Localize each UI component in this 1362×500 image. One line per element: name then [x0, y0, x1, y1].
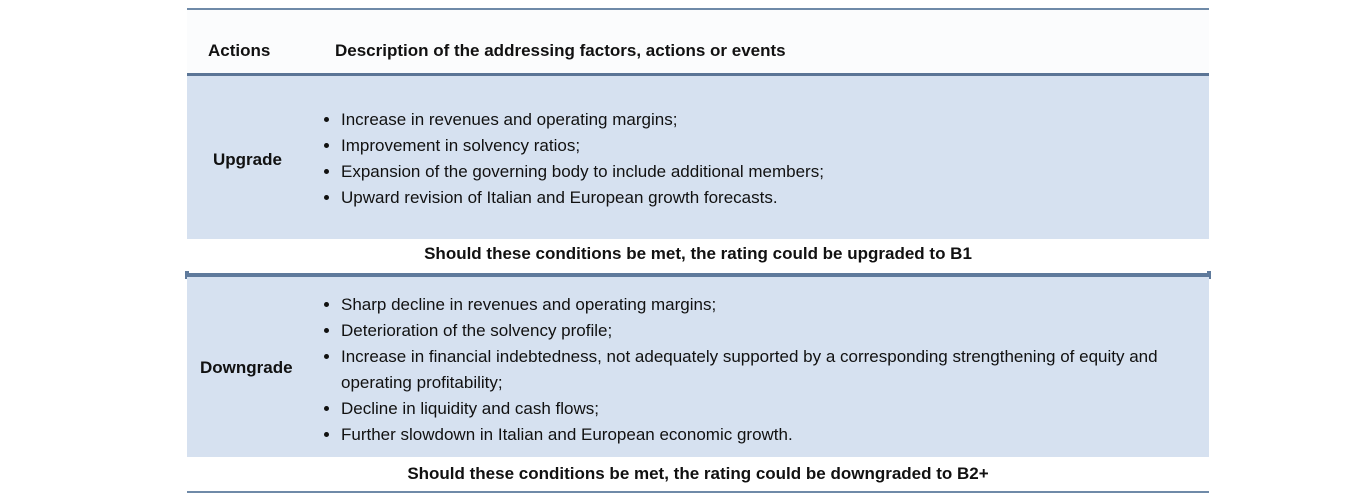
list-item: • Further slowdown in Italian and European economic growth. — [341, 422, 1161, 448]
header-description: Description of the addressing factors, actions or events — [335, 41, 786, 60]
upgrade-factors-list — [317, 107, 1161, 211]
list-item: • Increase in financial indebtedness, not adequately supported by a corresponding strengthening of equity and operating profitability; — [341, 344, 1161, 396]
list-item: • Deterioration of the solvency profile; — [341, 318, 1161, 344]
header-actions: Actions — [208, 41, 271, 60]
upgrade-label: Upgrade — [213, 150, 282, 169]
upgrade-conclusion: Should these conditions be met, the rating could be upgraded to B1 — [187, 239, 1209, 273]
downgrade-conclusion: Should these conditions be met, the rating could be downgraded to B2+ — [187, 457, 1209, 491]
bottom-rule — [187, 491, 1209, 493]
downgrade-row — [187, 277, 1209, 457]
list-item: • Decline in liquidity and cash flows; — [341, 396, 1161, 422]
rating-drivers-table — [187, 8, 1209, 493]
list-item: • Upward revision of Italian and European growth forecasts. — [341, 185, 1161, 211]
upgrade-row — [187, 76, 1209, 239]
list-item: • Sharp decline in revenues and operating margins; — [341, 292, 1161, 318]
list-item: • Improvement in solvency ratios; — [341, 133, 1161, 159]
list-item: • Increase in revenues and operating margins; — [341, 107, 1161, 133]
downgrade-label: Downgrade — [200, 358, 293, 377]
table-header — [187, 10, 1209, 73]
downgrade-factors-list — [317, 292, 1161, 448]
list-item: • Expansion of the governing body to include additional members; — [341, 159, 1161, 185]
